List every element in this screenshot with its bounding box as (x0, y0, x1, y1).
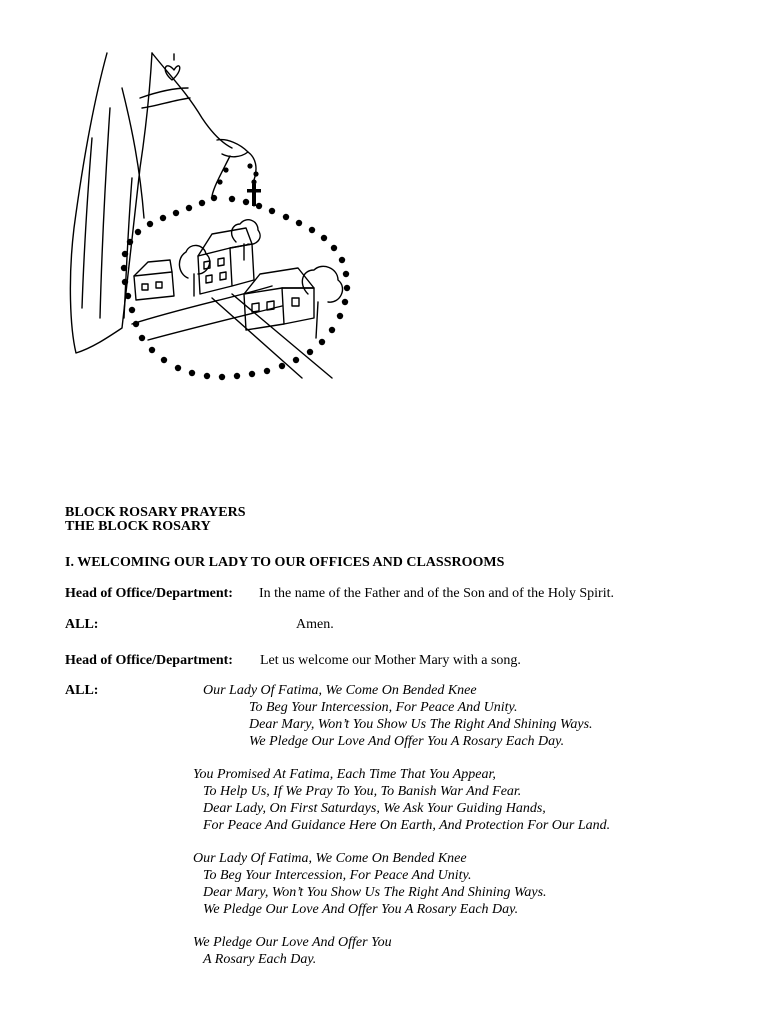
song-line: For Peace And Guidance Here On Earth, And Protection For Our Land. (203, 818, 611, 833)
our-lady-rosary-illustration-icon (62, 48, 362, 388)
song-line: Dear Lady, On First Saturdays, We Ask Your Guiding Hands, (203, 801, 546, 816)
song-line: You Promised At Fatima, Each Time That You Appear, (193, 767, 496, 782)
song-line: We Pledge Our Love And Offer You (193, 935, 392, 950)
song-line: To Help Us, If We Pray To You, To Banish War And Fear. (203, 784, 522, 799)
song-line: We Pledge Our Love And Offer You A Rosary Each Day. (203, 902, 519, 917)
speaker-head-1: Head of Office/Department: (65, 586, 233, 601)
song-line: Dear Mary, Won’t You Show Us The Right And Shining Ways. (203, 885, 547, 900)
document-title: BLOCK ROSARY PRAYERS (65, 505, 246, 520)
document-subtitle: THE BLOCK ROSARY (65, 519, 211, 534)
song-line: Dear Mary, Won’t You Show Us The Right And Shining Ways. (249, 717, 593, 732)
song-line: A Rosary Each Day. (203, 952, 317, 967)
song-line: We Pledge Our Love And Offer You A Rosary Each Day. (249, 734, 565, 749)
song-line: To Beg Your Intercession, For Peace And Unity. (249, 700, 518, 715)
song-line: Our Lady Of Fatima, We Come On Bended Knee (193, 851, 467, 866)
song-line: To Beg Your Intercession, For Peace And Unity. (203, 868, 472, 883)
section-heading: I. WELCOMING OUR LADY TO OUR OFFICES AND CLASSROOMS (65, 555, 505, 570)
song-line: Our Lady Of Fatima, We Come On Bended Knee (203, 683, 477, 698)
line-head-1: In the name of the Father and of the Son and of the Holy Spirit. (259, 586, 614, 601)
line-head-2: Let us welcome our Mother Mary with a song. (260, 653, 521, 668)
speaker-all-2: ALL: (65, 683, 99, 698)
speaker-head-2: Head of Office/Department: (65, 653, 233, 668)
line-all-1: Amen. (296, 617, 334, 632)
speaker-all-1: ALL: (65, 617, 99, 632)
